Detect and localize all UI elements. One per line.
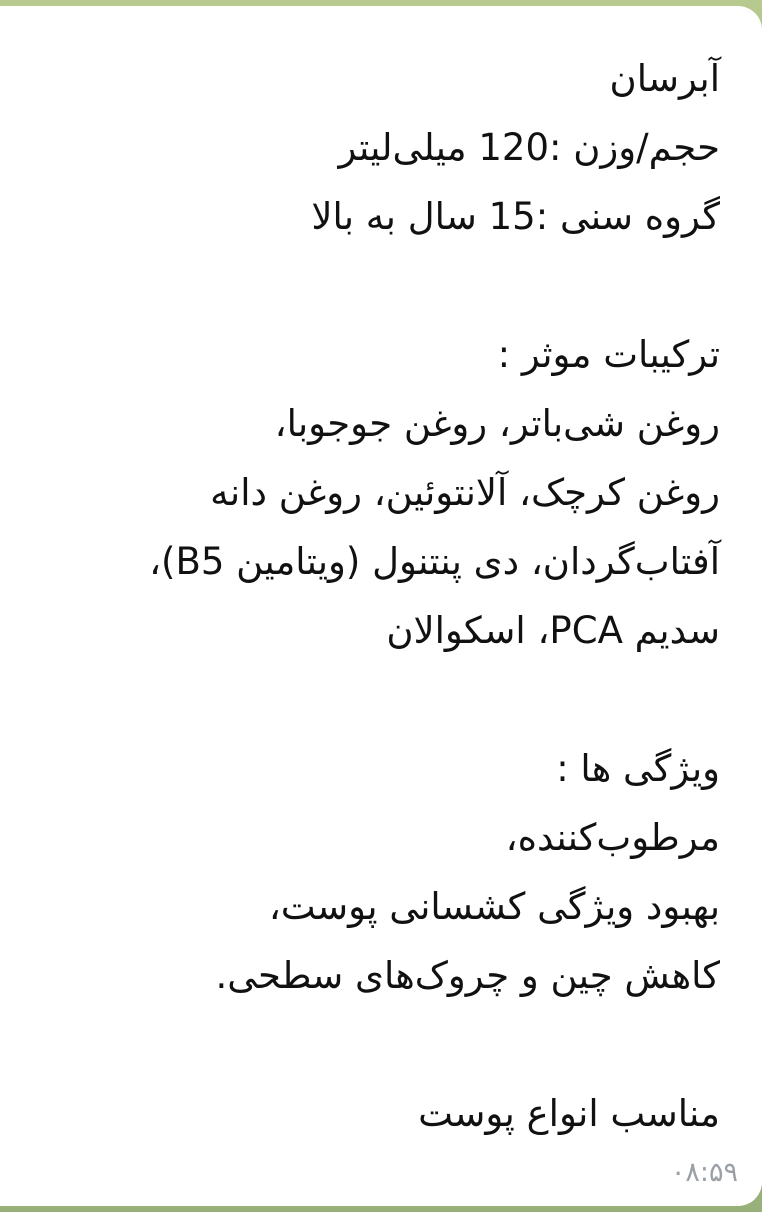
message-line: مرطوب‌کننده، xyxy=(505,816,720,859)
message-line: ویژگی ها : xyxy=(556,747,720,790)
message-text xyxy=(30,44,720,1148)
message-line: آفتاب‌گردان، دی پنتنول (ویتامین B5)، xyxy=(149,540,720,583)
message-line: گروه سنی :15 سال به بالا xyxy=(311,195,720,238)
message-line: کاهش چین و چروک‌های سطحی. xyxy=(215,954,720,997)
message-line: روغن کرچک، آلانتوئین، روغن دانه xyxy=(210,471,720,514)
message-blank-line xyxy=(30,251,720,320)
message-blank-line xyxy=(30,1010,720,1079)
message-bubble[interactable] xyxy=(0,6,762,1206)
message-line: ترکیبات موثر : xyxy=(497,333,720,376)
message-blank-line xyxy=(30,665,720,734)
message-line: مناسب انواع پوست xyxy=(418,1092,720,1135)
message-line: آبرسان xyxy=(609,57,720,100)
message-line: حجم/وزن :120 میلی‌لیتر xyxy=(338,126,720,169)
message-timestamp: ۰۸:۵۹ xyxy=(670,1157,738,1188)
message-line: سدیم PCA، اسکوالان xyxy=(386,609,720,652)
message-line: روغن شی‌باتر، روغن جوجوبا، xyxy=(274,402,720,445)
message-line: بهبود ویژگی کشسانی پوست، xyxy=(268,885,720,928)
